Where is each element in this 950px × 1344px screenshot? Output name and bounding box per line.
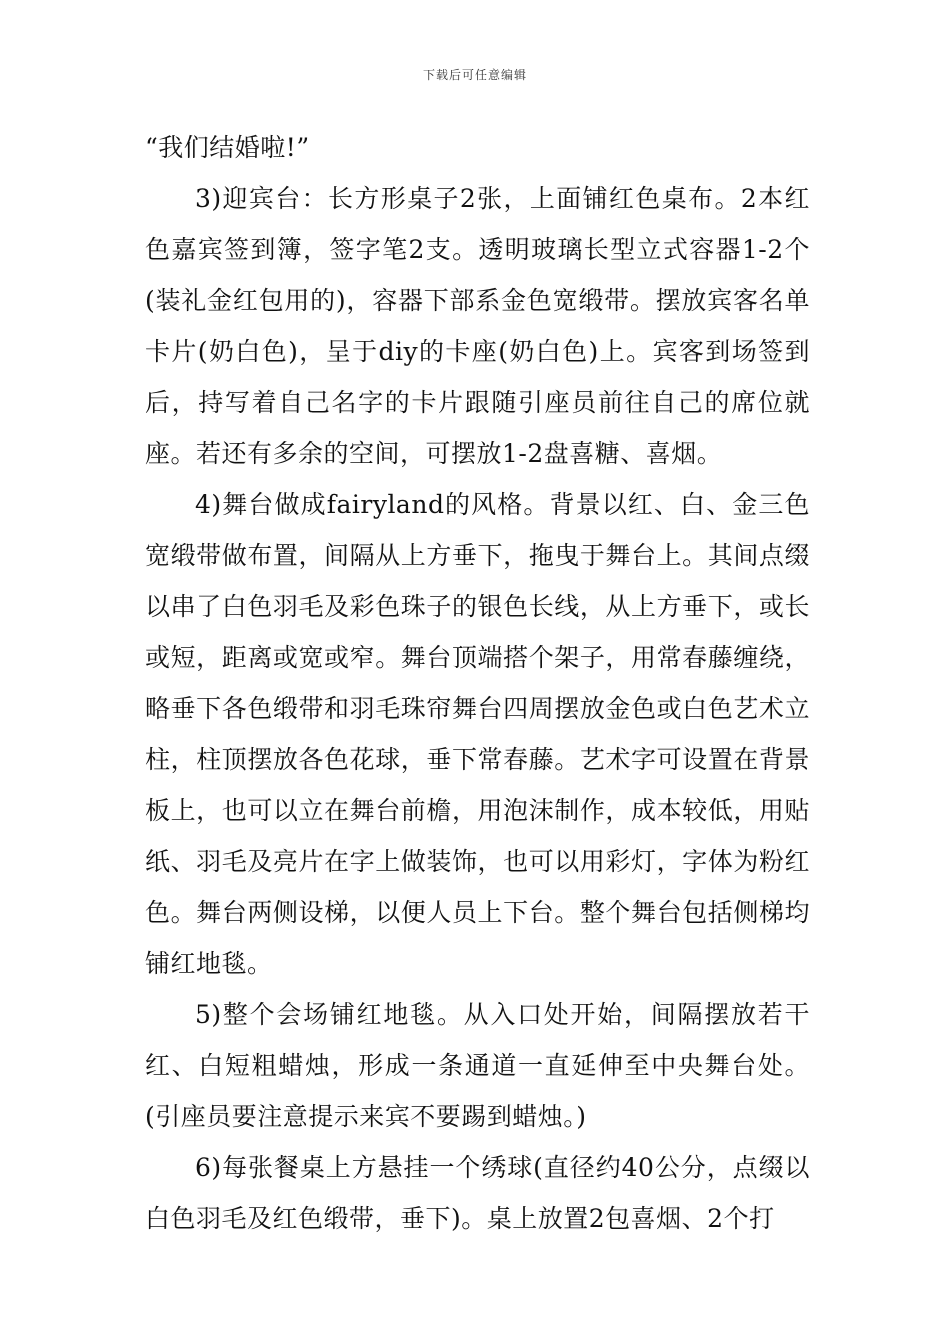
paragraph-reception-table: 3)迎宾台：长方形桌子2张，上面铺红色桌布。2本红色嘉宾签到簿，签字笔2支。透明玻璃长型立式容器1-2个(装礼金红包用的)，容器下部系金色宽缎带。摆放宾客名单卡片(奶白色)，呈于diy的卡座(奶白色)上。宾客到场签到后，持写着自己名字的卡片跟随引座员前往自己的席位就座。若还有多余的空间，可摆放1-2盘喜糖、喜烟。 (145, 184, 810, 468)
paragraph-table-decoration: 6)每张餐桌上方悬挂一个绣球(直径约40公分，点缀以白色羽毛及红色缎带，垂下)。桌上放置2包喜烟、2个打 (145, 1153, 810, 1233)
paragraph-stage: 4)舞台做成fairyland的风格。背景以红、白、金三色宽缎带做布置，间隔从上方垂下，拖曳于舞台上。其间点缀以串了白色羽毛及彩色珠子的银色长线，从上方垂下，或长或短，距离或宽或窄。舞台顶端搭个架子，用常春藤缠绕，略垂下各色缎带和羽毛珠帘舞台四周摆放金色或白色艺术立柱，柱顶摆放各色花球，垂下常春藤。艺术字可设置在背景板上，也可以立在舞台前檐，用泡沫制作，成本较低，用贴纸、羽毛及亮片在字上做装饰，也可以用彩灯，字体为粉红色。舞台两侧设梯，以便人员上下台。整个舞台包括侧梯均铺红地毯。 (145, 490, 810, 978)
paragraph-red-carpet: 5)整个会场铺红地毯。从入口处开始，间隔摆放若干红、白短粗蜡烛，形成一条通道一直延伸至中央舞台处。(引座员要注意提示来宾不要踢到蜡烛。) (145, 1000, 810, 1131)
document-body (145, 122, 810, 1244)
paragraph-quote: “我们结婚啦!” (145, 133, 310, 162)
page-header-note: 下载后可任意编辑 (422, 68, 527, 82)
